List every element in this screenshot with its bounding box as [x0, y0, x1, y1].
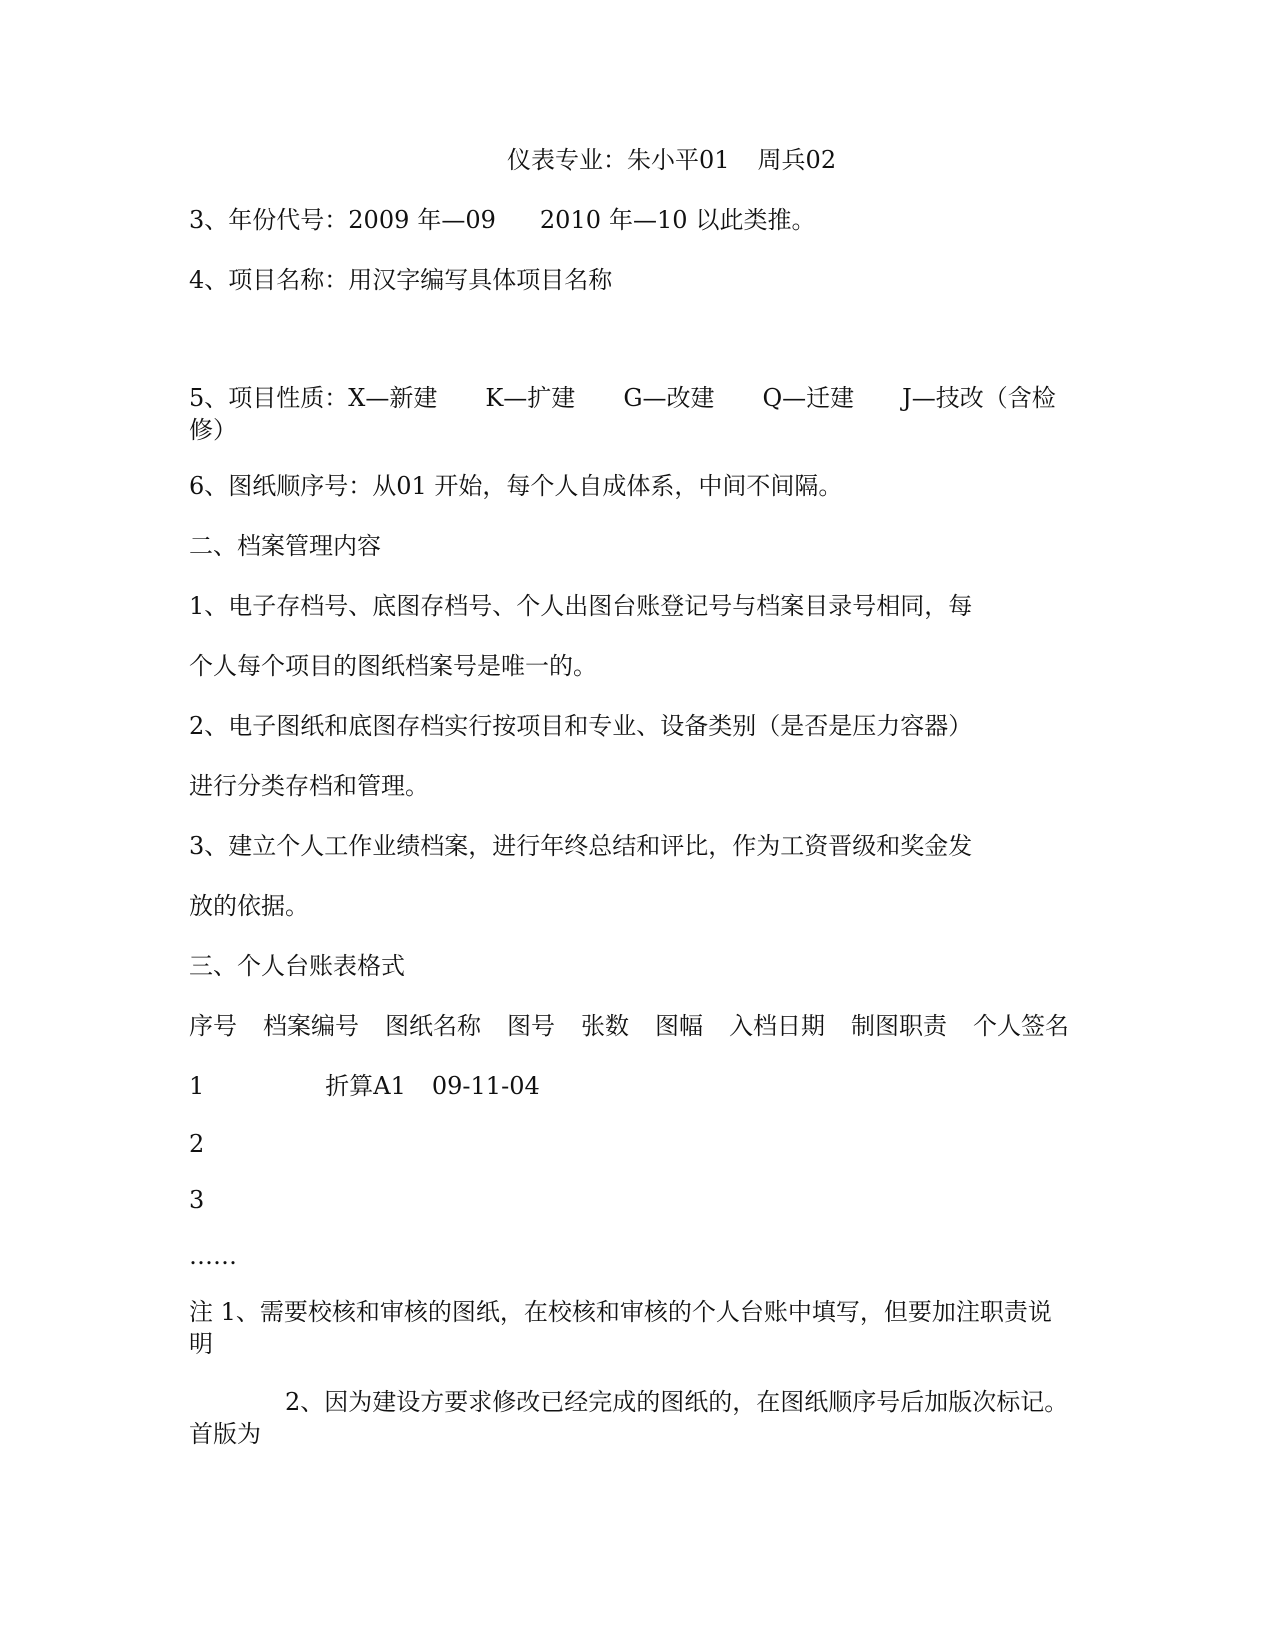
year-2: 2010 [539, 206, 601, 234]
row-1-no: 1 [189, 1072, 205, 1100]
nature-expand: K—扩建 [485, 384, 576, 412]
note-2-line2: 首版为 [189, 1420, 261, 1448]
year-tail: 以此类推。 [695, 206, 816, 234]
col-signature: 个人签名 [973, 1012, 1069, 1040]
sequence-line: 6、图纸顺序号：从01 开始，每个人自成体系，中间不间隔。 [189, 472, 843, 500]
row-1-date: 09-11-04 [431, 1072, 540, 1100]
year-code-line [189, 204, 816, 236]
col-drafting-role: 制图职责 [851, 1012, 947, 1040]
person-1: 朱小平01 [627, 146, 730, 174]
ledger-row-3: 3 [189, 1186, 205, 1214]
year-2-code: 年—10 [608, 206, 688, 234]
section-3-title: 三、个人台账表格式 [189, 952, 405, 980]
ledger-header [189, 1010, 1069, 1042]
s2-item2-line2: 进行分类存档和管理。 [189, 772, 429, 800]
col-drawing-no: 图号 [507, 1012, 555, 1040]
ledger-row-1 [189, 1070, 540, 1102]
col-archive-no: 档案编号 [263, 1012, 359, 1040]
col-seq: 序号 [189, 1012, 237, 1040]
note-2-line1: 2、因为建设方要求修改已经完成的图纸的，在图纸顺序号后加版次标记。 [285, 1388, 1069, 1416]
project-name-line: 4、项目名称：用汉字编写具体项目名称 [189, 266, 613, 294]
row-1-size: 折算A1 [325, 1072, 406, 1100]
discipline-label: 仪表专业： [507, 146, 627, 174]
year-1-code: 年—09 [417, 206, 496, 234]
year-1: 2009 [348, 206, 410, 234]
project-nature-line [189, 382, 1056, 414]
section-2-title: 二、档案管理内容 [189, 532, 381, 560]
discipline-line [507, 144, 836, 176]
col-format: 图幅 [655, 1012, 703, 1040]
nature-relocate: Q—迁建 [762, 384, 855, 412]
col-drawing-name: 图纸名称 [385, 1012, 481, 1040]
nature-new: X—新建 [348, 384, 438, 412]
nature-label: 5、项目性质： [189, 384, 349, 412]
person-2: 周兵02 [757, 146, 837, 174]
s2-item3-line2: 放的依据。 [189, 892, 309, 920]
note-1-line2: 明 [189, 1330, 213, 1358]
ledger-row-2: 2 [189, 1130, 205, 1158]
s2-item3-line1: 3、建立个人工作业绩档案，进行年终总结和评比，作为工资晋级和奖金发 [189, 832, 973, 860]
s2-item2-line1: 2、电子图纸和底图存档实行按项目和专业、设备类别（是否是压力容器） [189, 712, 973, 740]
s2-item1-line1: 1、电子存档号、底图存档号、个人出图台账登记号与档案目录号相同，每 [189, 592, 973, 620]
project-nature-cont: 修） [189, 416, 237, 444]
col-sheet-count: 张数 [581, 1012, 629, 1040]
col-archive-date: 入档日期 [729, 1012, 825, 1040]
nature-tech-upgrade: J—技改（含检 [902, 384, 1056, 412]
nature-rebuild: G—改建 [623, 384, 715, 412]
year-code-label: 3、年份代号： [189, 206, 349, 234]
ledger-ellipsis: …… [189, 1242, 237, 1270]
note-1-line1: 注 1、需要校核和审核的图纸，在校核和审核的个人台账中填写，但要加注职责说 [189, 1298, 1052, 1326]
s2-item1-line2: 个人每个项目的图纸档案号是唯一的。 [189, 652, 597, 680]
